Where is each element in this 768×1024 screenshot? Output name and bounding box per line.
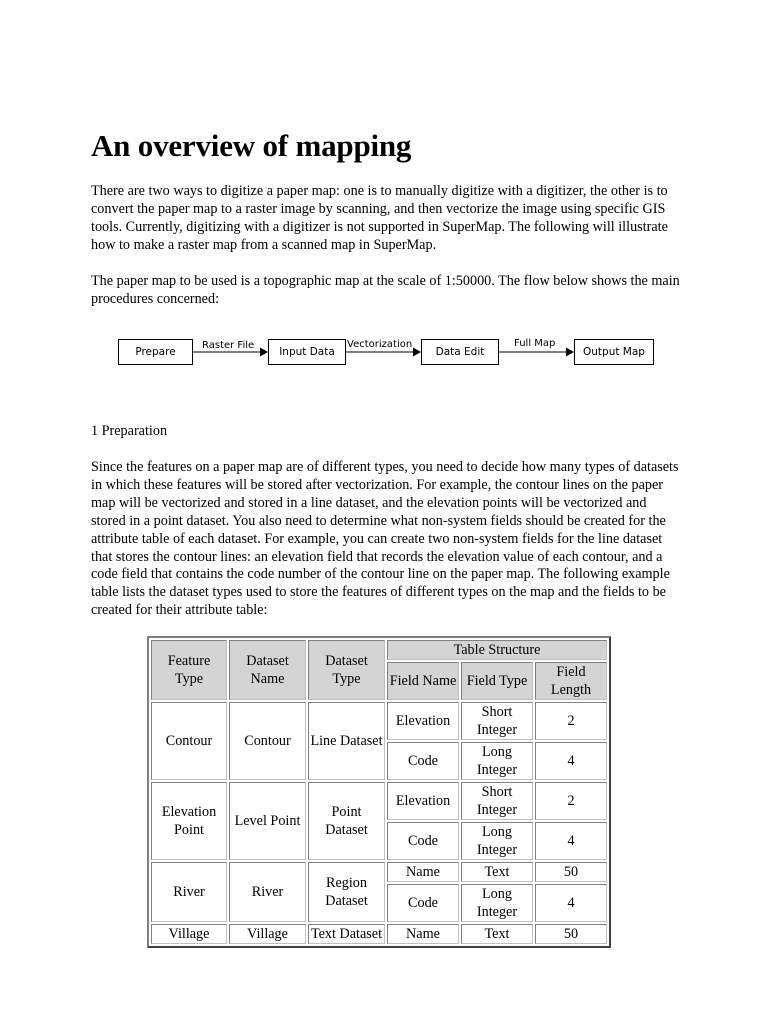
flow-step-data-edit: Data Edit (421, 339, 499, 365)
table-row (151, 782, 607, 820)
cell-feature: Village (151, 924, 227, 944)
table-header-row (151, 640, 607, 660)
cell-dataset-type: Text Dataset (308, 924, 385, 944)
flow-label-vectorization: Vectorization (347, 339, 413, 350)
arrow-head-2 (413, 348, 421, 357)
cell-field-name: Name (387, 862, 459, 882)
cell-field-length: 50 (535, 924, 607, 944)
cell-field-length: 50 (535, 862, 607, 882)
table-row (151, 702, 607, 740)
cell-dataset-name: Contour (229, 702, 306, 780)
arrow-head-3 (566, 348, 574, 357)
cell-field-type: Short Integer (461, 782, 533, 820)
section-heading: 1 Preparation (91, 423, 168, 439)
cell-field-name: Code (387, 742, 459, 780)
header-field-type: Field Type (461, 662, 533, 700)
cell-field-name: Code (387, 822, 459, 860)
cell-field-name: Name (387, 924, 459, 944)
cell-field-type: Short Integer (461, 702, 533, 740)
cell-field-length: 4 (535, 822, 607, 860)
cell-dataset-name: Village (229, 924, 306, 944)
cell-field-name: Elevation (387, 702, 459, 740)
cell-field-name: Elevation (387, 782, 459, 820)
cell-field-type: Long Integer (461, 884, 533, 922)
cell-dataset-name: River (229, 862, 306, 922)
cell-dataset-type: Region Dataset (308, 862, 385, 922)
cell-dataset-name: Level Point (229, 782, 306, 860)
header-field-name: Field Name (387, 662, 459, 700)
dataset-table (147, 636, 611, 948)
cell-field-type: Text (461, 924, 533, 944)
table-row (151, 924, 607, 944)
cell-field-length: 4 (535, 742, 607, 780)
cell-field-type: Text (461, 862, 533, 882)
header-dataset-type: Dataset Type (308, 640, 385, 700)
cell-feature: River (151, 862, 227, 922)
flow-step-output-map: Output Map (574, 339, 654, 365)
preparation-paragraph: Since the features on a paper map are of different types, you need to decide how many types of datasets in which these features will be stored after vectorization. For example, the contour lines on the paper map will be vectorized and stored in a line dataset, and the elevation points will be vectorized and stored in a point dataset. You also need to determine what non-system fields should be created for the attribute table of each dataset. For example, you can create two non-system fields for the line dataset that stores the contour lines: an elevation field that records the elevation value of each contour, and a code field that contains the code number of the contour line on the paper map. The following example table lists the dataset types used to store the features of different types on the map and the fields to be created for their attribute table: (91, 459, 679, 619)
cell-field-length: 2 (535, 782, 607, 820)
header-feature-type: Feature Type (151, 640, 227, 700)
arrow-head-1 (260, 348, 268, 357)
header-field-length: Field Length (535, 662, 607, 700)
cell-field-length: 2 (535, 702, 607, 740)
cell-field-type: Long Integer (461, 822, 533, 860)
cell-field-length: 4 (535, 884, 607, 922)
page-title: An overview of mapping (91, 128, 412, 163)
flow-step-input-data: Input Data (268, 339, 346, 365)
cell-dataset-type: Point Dataset (308, 782, 385, 860)
flow-step-prepare: Prepare (118, 339, 193, 365)
intro-paragraph: There are two ways to digitize a paper map: one is to manually digitize with a digitizer, the other is to convert the paper map to a raster image by scanning, and then vectorize the image using specific GIS tools. Currently, digitizing with a digitizer is not supported in SuperMap. The following will illustrate how to make a raster map from a scanned map in SuperMap. (91, 183, 668, 253)
cell-field-name: Code (387, 884, 459, 922)
table-row (151, 862, 607, 882)
flow-label-full-map: Full Map (514, 338, 556, 349)
flow-intro-paragraph: The paper map to be used is a topographic map at the scale of 1:50000. The flow below shows the main procedures concerned: (91, 273, 680, 307)
cell-field-type: Long Integer (461, 742, 533, 780)
cell-feature: Elevation Point (151, 782, 227, 860)
cell-dataset-type: Line Dataset (308, 702, 385, 780)
cell-feature: Contour (151, 702, 227, 780)
flow-label-raster-file: Raster File (202, 340, 255, 351)
header-table-structure: Table Structure (387, 640, 607, 660)
header-dataset-name: Dataset Name (229, 640, 306, 700)
